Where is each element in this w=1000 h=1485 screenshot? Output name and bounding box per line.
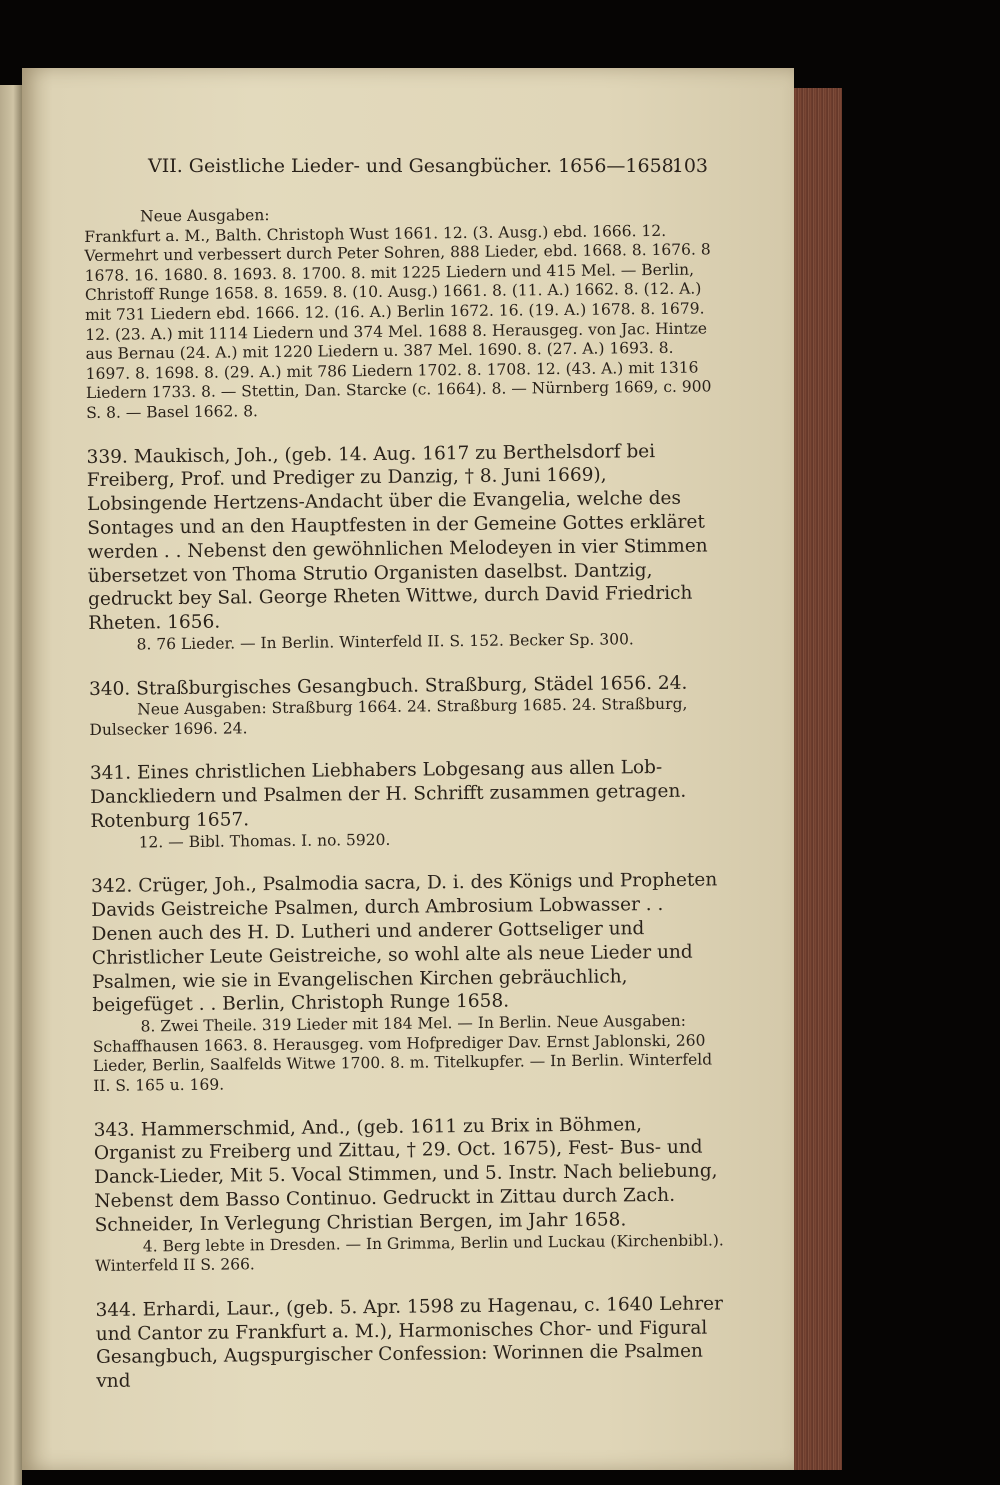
entry-number: 341. xyxy=(89,763,132,785)
entry-number: 344. xyxy=(95,1299,137,1321)
entry-note: 12. — Bibl. Thomas. I. no. 5920. xyxy=(138,830,391,852)
entry-344 xyxy=(95,1292,726,1394)
entry-number: 343. xyxy=(93,1119,135,1141)
entry-text: Maukisch, Joh., (geb. 14. Aug. 1617 zu Berthelsdorf bei Freiberg, Prof. und Prediger zu Danzig, † 8. Juni 1669), Lobsingende Hertzens-Andacht über die Evangelia, welche des Sontages und an den Hauptfesten in der Gemeine Gottes erkläret werden . . Nebenst den gewöhnlichen Melodeyen in vier Stimmen übersetzet von Thoma Strutio Organisten daselbst. Dantzig, gedruckt bey Sal. George Rheten Wittwe, durch David Friedrich Rheten. 1656. xyxy=(86,440,708,635)
page-stack-edge xyxy=(794,88,842,1470)
entry-343 xyxy=(94,1112,726,1277)
running-header xyxy=(148,155,708,177)
entry-number: 339. xyxy=(86,446,128,468)
page-number: 103 xyxy=(671,155,708,177)
left-page-edge xyxy=(0,85,22,1485)
entry-text: Crüger, Joh., Psalmodia sacra, D. i. des Königs und Propheten Davids Geistreiche Psalmen, durch Ambrosium Lobwasser . . Denen auch des H. D. Lutheri und anderer Gottseliger und Christlicher Leute Geistreiche, so wohl alte als neue Lieder und Psalmen, wie sie in Evangelischen Kirchen gebräuchlich, beigefüget . . Berlin, Christoph Runge 1658. xyxy=(91,869,718,1017)
entry-note: 4. Berg lebte in Dresden. — In Grimma, Berlin und Luckau (Kirchenbibl.). Winterfeld II S. 266. xyxy=(94,1230,724,1276)
neue-ausgaben-heading: Neue Ausgaben: xyxy=(139,206,270,226)
page-content xyxy=(84,201,726,1394)
entry-number: 342. xyxy=(91,876,133,898)
entry-text: Straßburgisches Gesangbuch. Straßburg, Städel 1656. 24. xyxy=(136,672,688,699)
entry-note: Neue Ausgaben: Straßburg 1664. 24. Straßburg 1685. 24. Straßburg, Dulsecker 1696. 24. xyxy=(89,695,688,739)
entry-339 xyxy=(86,439,718,656)
neue-ausgaben-block xyxy=(84,201,716,423)
entry-note: 8. Zwei Theile. 319 Lieder mit 184 Mel. — In Berlin. Neue Ausgaben: Schaffhausen 1663. 8. Herausgeg. vom Hofprediger Dav. Ernst Jablonski, 260 Lieder, Berlin, Saalfelds Witwe 1700. 8. m. Titelkupfer. — In Berlin. Winterfeld II. S. 165 u. 169. xyxy=(92,1011,713,1095)
neue-ausgaben-text: Frankfurt a. M., Balth. Christoph Wust 1661. 12. (3. Ausg.) ebd. 1666. 12. Vermehrt und verbessert durch Peter Sohren, 888 Lieder, ebd. 1668. 8. 1676. 8 1678. 16. 1680. 8. 1693. 8. 1700. 8. mit 1225 Liedern und 415 Mel. — Berlin, Christoff Runge 1658. 8. 1659. 8. (10. Ausg.) 1661. 8. (11. A.) 1662. 8. (12. A.) mit 731 Liedern ebd. 1666. 12. (16. A.) Berlin 1672. 16. (19. A.) 1678. 8. 1679. 12. (23. A.) mit 1114 Liedern und 374 Mel. 1688 8. Herausgeg. von Jac. Hintze aus Bernau (24. A.) mit 1220 Liedern u. 387 Mel. 1690. 8. (27. A.) 1693. 8. 1697. 8. 1698. 8. (29. A.) mit 786 Liedern 1702. 8. 1708. 12. (43. A.) mit 1316 Liedern 1733. 8. — Stettin, Dan. Starcke (c. 1664). 8. — Nürnberg 1669, c. 900 S. 8. — Basel 1662. 8. xyxy=(84,221,712,422)
entry-340 xyxy=(89,671,720,741)
entry-342 xyxy=(91,869,723,1097)
running-title: VII. Geistliche Lieder- und Gesangbücher. 1656—1658. xyxy=(148,155,680,177)
entry-341 xyxy=(90,756,721,854)
entry-text: Eines christlichen Liebhabers Lobgesang aus allen Lob- Danckliedern und Psalmen der H. Schrifft zusammen getragen. Rotenburg 1657. xyxy=(90,757,687,833)
entry-number: 340. xyxy=(88,678,131,700)
entry-text: Erhardi, Laur., (geb. 5. Apr. 1598 zu Hagenau, c. 1640 Lehrer und Cantor zu Frankfurt a. M.), Harmonisches Chor- und Figural Gesangbuch, Augspurgischer Confession: Worinnen die Psalmen vnd xyxy=(95,1293,724,1393)
entry-note: 8. 76 Lieder. — In Berlin. Winterfeld II. S. 152. Becker Sp. 300. xyxy=(136,630,634,654)
entry-text: Hammerschmid, And., (geb. 1611 zu Brix in Böhmen, Organist zu Freiberg und Zittau, † 29. Oct. 1675), Fest- Bus- und Danck-Lieder, Mit 5. Vocal Stimmen, und 5. Instr. Nach beliebung, Nebenst dem Basso Continuo. Gedruckt in Zittau durch Zach. Schneider, In Verlegung Christian Bergen, im Jahr 1658. xyxy=(93,1113,718,1236)
